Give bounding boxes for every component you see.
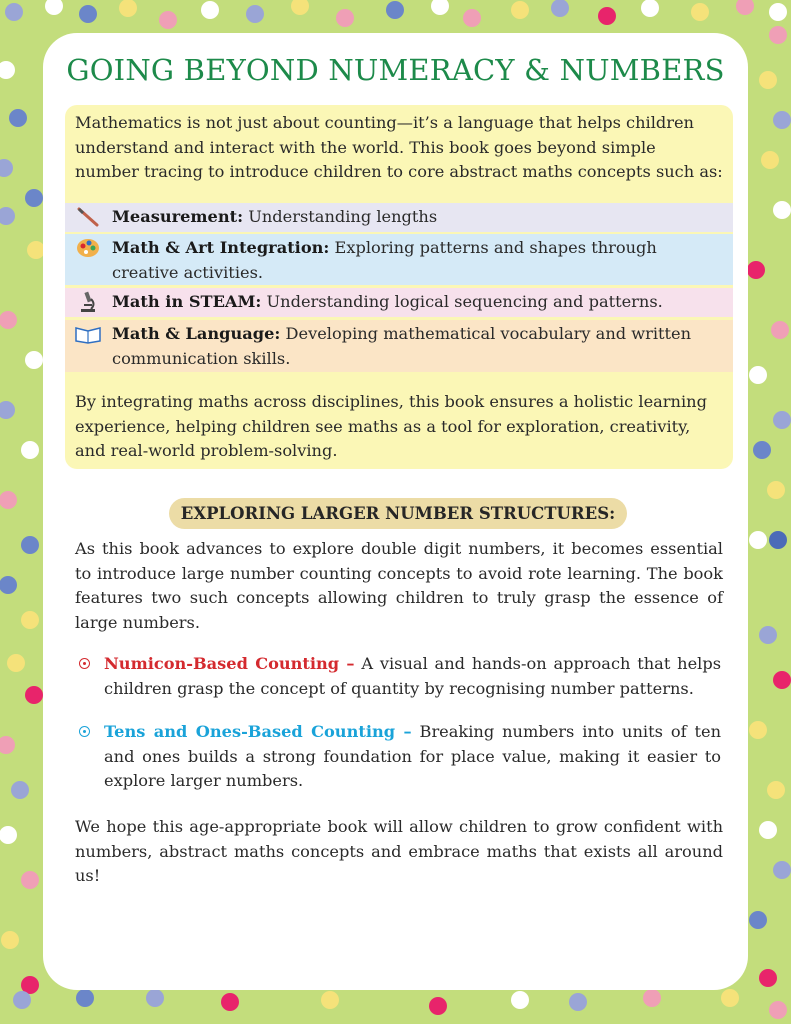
polka-dot [643, 989, 661, 1007]
polka-dot [5, 3, 23, 21]
polka-dot [759, 821, 777, 839]
intro-paragraph: Mathematics is not just about counting—it’s a language that helps children understand and interact with the world. This book goes beyond simple number tracing to introduce children to core abstract maths concepts such as: [75, 113, 723, 181]
polka-dot [291, 0, 309, 15]
polka-dot [336, 9, 354, 27]
polka-dot [769, 1001, 787, 1019]
closing-paragraph: We hope this age-appropriate book will allow children to grow confident with numbers, abstract maths concepts and embrace maths that exists all around us! [75, 817, 723, 885]
polka-dot [551, 0, 569, 17]
polka-dot [21, 441, 39, 459]
pencil-icon [75, 206, 101, 228]
polka-dot [511, 1, 529, 19]
concept-steam [65, 288, 733, 317]
polka-dot [25, 351, 43, 369]
bullet-desc: Breaking numbers into units of ten and ones builds a strong foundation for place value, making it easier to explore larger numbers. [104, 722, 722, 790]
page-title: GOING BEYOND NUMERACY & NUMBERS [66, 53, 725, 87]
polka-dot [721, 989, 739, 1007]
bullet-tens-ones-icon [79, 726, 90, 737]
polka-dot [773, 111, 791, 129]
open-book-icon [75, 323, 101, 345]
polka-dot [13, 991, 31, 1009]
polka-dot [747, 261, 765, 279]
polka-dot [569, 993, 587, 1011]
polka-dot [0, 159, 13, 177]
microscope-icon [75, 291, 101, 313]
section-intro-paragraph: As this book advances to explore double digit numbers, it becomes essential to introduce large number counting concepts to avoid rote learning. The book features two such concepts allowing children to truly grasp the essence of large numbers. [75, 539, 723, 632]
polka-dot [749, 366, 767, 384]
polka-dot [21, 536, 39, 554]
polka-dot [761, 151, 779, 169]
concept-math-language [65, 320, 733, 372]
polka-dot [0, 401, 15, 419]
polka-dot [386, 1, 404, 19]
polka-dot [771, 321, 789, 339]
outro-paragraph: By integrating maths across disciplines, this book ensures a holistic learning experience, helping children see maths as a tool for exploration, creativity, and real-world problem-solving. [75, 392, 707, 460]
polka-dot [641, 0, 659, 17]
polka-dot [767, 781, 785, 799]
bullet-tens-ones [104, 720, 721, 794]
polka-dot [0, 311, 17, 329]
polka-dot [767, 481, 785, 499]
polka-dot [76, 989, 94, 1007]
polka-dot [246, 5, 264, 23]
bullet-term: Numicon-Based Counting – [104, 654, 355, 673]
polka-dot [0, 736, 15, 754]
polka-dot [79, 5, 97, 23]
polka-dot [146, 989, 164, 1007]
concept-text [112, 290, 724, 315]
polka-dot [769, 531, 787, 549]
bullet-numicon-icon [79, 658, 90, 669]
polka-dot [7, 654, 25, 672]
polka-dot [1, 931, 19, 949]
palette-icon [75, 237, 101, 259]
content-page [43, 33, 748, 990]
polka-dot [511, 991, 529, 1009]
polka-dot [753, 441, 771, 459]
polka-dot [749, 721, 767, 739]
polka-dot [749, 911, 767, 929]
concept-measurement [65, 203, 733, 232]
concept-desc: Developing mathematical vocabulary and written communication skills. [112, 324, 692, 368]
polka-dot [9, 109, 27, 127]
polka-dot [159, 11, 177, 29]
polka-dot [759, 969, 777, 987]
bullet-numicon [104, 652, 721, 701]
polka-dot [759, 71, 777, 89]
polka-dot [0, 576, 17, 594]
polka-dot [749, 531, 767, 549]
polka-dot [769, 3, 787, 21]
polka-dot [691, 3, 709, 21]
polka-dot [0, 61, 15, 79]
polka-dot [463, 9, 481, 27]
bullet-desc: A visual and hands-on approach that helps children grasp the concept of quantity by recognising number patterns. [104, 654, 722, 698]
bullet-term: Tens and Ones-Based Counting – [104, 722, 412, 741]
concept-term: Measurement: [112, 207, 244, 226]
concept-text [112, 236, 724, 285]
polka-dot [25, 189, 43, 207]
concept-term: Math & Language: [112, 324, 281, 343]
polka-dot [773, 671, 791, 689]
polka-dot [0, 491, 17, 509]
polka-dot [0, 207, 15, 225]
polka-dot [736, 0, 754, 15]
polka-dot [773, 201, 791, 219]
polka-dot [21, 871, 39, 889]
polka-dot [119, 0, 137, 17]
polka-dot [759, 626, 777, 644]
polka-dot [429, 997, 447, 1015]
concept-term: Math & Art Integration: [112, 238, 330, 257]
polka-dot [45, 0, 63, 15]
polka-dot [431, 0, 449, 15]
polka-dot [0, 826, 17, 844]
polka-dot [221, 993, 239, 1011]
concept-desc: Exploring patterns and shapes through creative activities. [112, 238, 657, 282]
concept-math-art [65, 234, 733, 285]
concept-term: Math in STEAM: [112, 292, 262, 311]
concept-text [112, 322, 724, 371]
polka-dot [25, 686, 43, 704]
polka-dot [11, 781, 29, 799]
polka-dot [773, 411, 791, 429]
polka-dot [769, 26, 787, 44]
concept-desc: Understanding lengths [248, 207, 438, 226]
concept-text [112, 205, 724, 230]
polka-dot [321, 991, 339, 1009]
concept-desc: Understanding logical sequencing and patterns. [266, 292, 663, 311]
polka-dot [201, 1, 219, 19]
polka-dot [598, 7, 616, 25]
section-heading: EXPLORING LARGER NUMBER STRUCTURES: [169, 498, 627, 529]
polka-dot [773, 861, 791, 879]
polka-dot [21, 611, 39, 629]
